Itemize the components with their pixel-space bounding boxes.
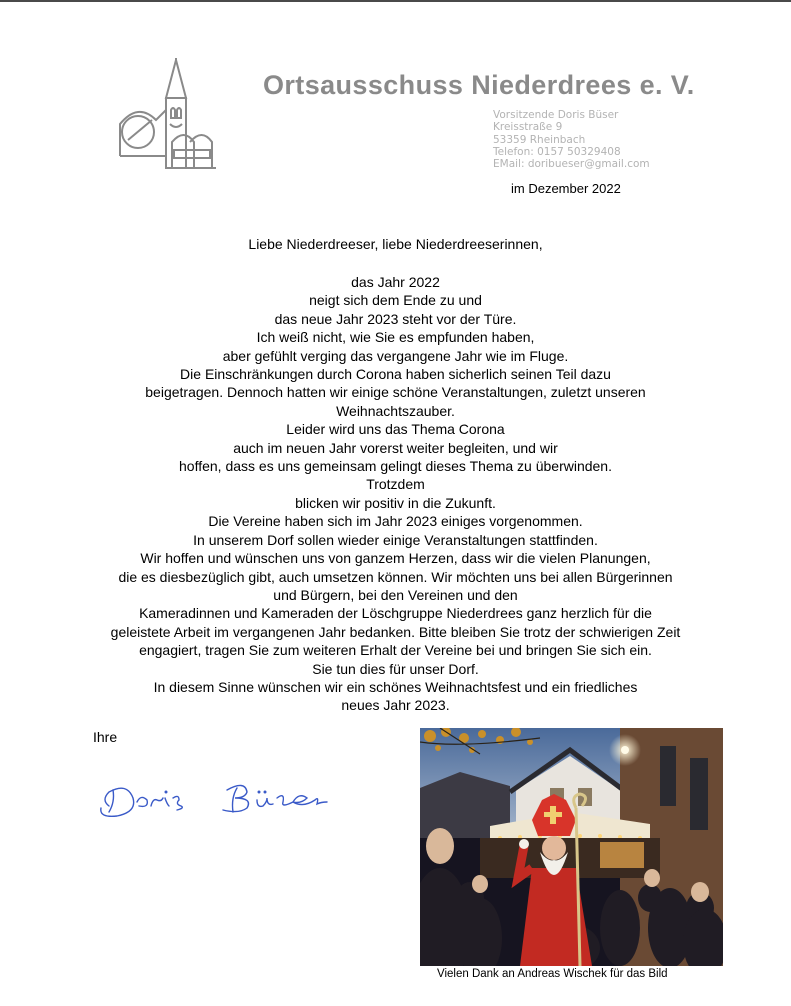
body-line: engagiert, tragen Sie zum weiteren Erhalt der Vereine bei und bringen Sie sich ein.	[139, 642, 652, 659]
letter-greeting: Liebe Niederdreeser, liebe Niederdreeserinnen,	[248, 236, 543, 252]
body-line: Sie tun dies für unser Dorf.	[312, 660, 479, 677]
body-line: neigt sich dem Ende zu und	[309, 292, 482, 309]
letter-closing: Ihre	[93, 729, 118, 745]
body-line: blicken wir positiv in die Zukunft.	[295, 494, 496, 511]
body-line: Kameradinnen und Kameraden der Löschgruppe Niederdrees ganz herzlich für die	[139, 605, 652, 622]
christmas-market-photo	[420, 728, 723, 966]
top-rule	[0, 0, 791, 2]
body-line: das Jahr 2022	[351, 274, 440, 290]
body-line: die es diesbezüglich gibt, auch umsetzen können. Wir möchten uns bei allen Bürgerinnen	[118, 568, 673, 585]
body-line: beigetragen. Dennoch hatten wir einige schöne Veranstaltungen, zuletzt unseren	[145, 384, 646, 401]
body-line: Wir hoffen und wünschen uns von ganzem Herzen, dass wir die vielen Planungen,	[140, 550, 651, 567]
church-logo	[112, 58, 218, 170]
body-line: Ich weiß nicht, wie Sie es empfunden haben,	[256, 329, 535, 346]
org-name: Ortsausschuss Niederdrees e. V.	[263, 70, 695, 100]
body-line: neues Jahr 2023.	[341, 697, 450, 714]
body-line: Leider wird uns das Thema Corona	[286, 421, 505, 438]
contact-chairperson: Vorsitzende Doris Büser	[493, 109, 619, 121]
body-line: hoffen, dass es uns gemeinsam gelingt dieses Thema zu überwinden.	[179, 458, 612, 475]
letter-date: im Dezember 2022	[511, 181, 621, 196]
handwritten-signature	[95, 768, 335, 828]
contact-block	[493, 109, 650, 170]
body-line: auch im neuen Jahr vorerst weiter begleiten, und wir	[233, 439, 558, 456]
contact-city: 53359 Rheinbach	[493, 133, 586, 146]
body-line: Weihnachtszauber.	[336, 402, 455, 419]
contact-street: Kreisstraße 9	[493, 121, 563, 134]
body-line: Die Einschränkungen durch Corona haben sicherlich seinen Teil dazu	[180, 366, 611, 383]
body-line: Trotzdem	[366, 476, 425, 493]
body-line: Die Vereine haben sich im Jahr 2023 einiges vorgenommen.	[208, 513, 583, 530]
body-line: geleistete Arbeit im vergangenen Jahr bedanken. Bitte bleiben Sie trotz der schwierigen Zeit	[110, 623, 681, 640]
contact-phone: Telefon: 0157 50329408	[493, 145, 621, 158]
body-line: In diesem Sinne wünschen wir ein schönes Weihnachtsfest und ein friedliches	[153, 678, 638, 695]
body-line: aber gefühlt verging das vergangene Jahr wie im Fluge.	[222, 347, 569, 364]
photo-caption: Vielen Dank an Andreas Wischek für das Bild	[437, 968, 668, 980]
body-line: und Bürgern, bei den Vereinen und den	[273, 586, 518, 603]
body-line: In unserem Dorf sollen wieder einige Veranstaltungen stattfinden.	[193, 531, 598, 548]
body-line: das neue Jahr 2023 steht vor der Türe.	[274, 310, 517, 327]
contact-email: EMail: doribueser@gmail.com	[493, 158, 650, 171]
letter-body	[60, 273, 731, 715]
